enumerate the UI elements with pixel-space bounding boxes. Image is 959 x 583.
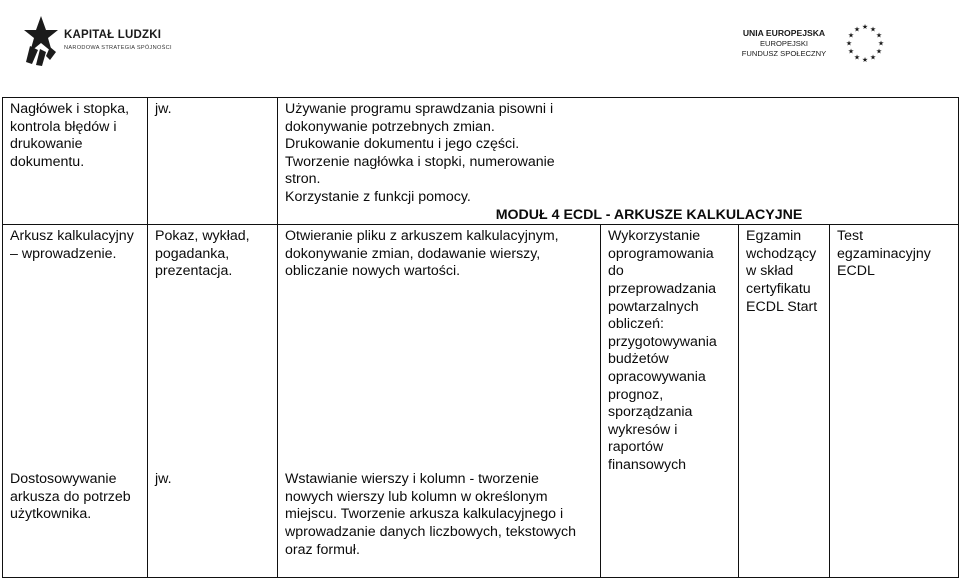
test-cell (830, 225, 959, 578)
table-row (3, 98, 959, 225)
svg-text:★: ★ (861, 23, 869, 31)
svg-text:★: ★ (845, 39, 853, 48)
svg-text:★: ★ (875, 47, 883, 56)
exam-cell (739, 225, 830, 578)
kapital-ludzki-title: KAPITAŁ LUDZKI (64, 29, 162, 41)
method-text-top: Pokaz, wykład, pogadanka, prezentacja. (155, 228, 250, 280)
skills-text: Wykorzystanie oprogramowania do przeprowadzania powtarzalnych obliczeń: przygotowywania budżetów opracowywania prognoz, sporządzania wykresów i raportów finansowych (608, 228, 717, 473)
eu-logo (738, 23, 938, 74)
topic-cell (3, 98, 148, 225)
skills-cell (601, 225, 739, 578)
eu-logo-line3: FUNDUSZ SPOŁECZNY (741, 49, 827, 58)
content-line-1: Używanie programu sprawdzania pisowni i (285, 101, 554, 117)
content-line-3: Drukowanie dokumentu i jego części. (285, 136, 520, 153)
topic-text-bottom: Dostosowywanie arkusza do potrzeb użytkownika. (10, 471, 131, 523)
topic-cell (3, 225, 148, 578)
module-header: MODUŁ 4 ECDL - ARKUSZE KALKULACYJNE (495, 206, 803, 223)
content-line-5: stron. (285, 171, 321, 188)
topic-text: Nagłówek i stopka, kontrola błędów i drukowanie dokumentu. (10, 101, 130, 170)
exam-text: Egzamin wchodzący w skład certyfikatu ECDL Start (746, 228, 818, 315)
content-line-4: Tworzenie nagłówka i stopki, numerowanie (285, 153, 555, 170)
method-cell (148, 225, 278, 578)
svg-text:★: ★ (847, 47, 855, 56)
svg-text:★: ★ (847, 31, 855, 40)
content-text-top: Otwieranie pliku z arkuszem kalkulacyjnym, dokonywanie zmian, dodawanie wierszy, obliczanie nowych wartości. (285, 228, 559, 280)
eu-logo-line1: UNIA EUROPEJSKA (742, 28, 826, 38)
svg-text:★: ★ (875, 31, 883, 40)
kapital-ludzki-emblem-icon (24, 16, 58, 66)
curriculum-table (2, 97, 959, 578)
kapital-ludzki-subtitle: NARODOWA STRATEGIA SPÓJNOŚCI (64, 45, 172, 51)
eu-stars-icon (845, 22, 885, 62)
svg-text:★: ★ (869, 25, 877, 34)
content-line-2: dokonywanie potrzebnych zmian. (285, 118, 495, 135)
svg-text:★: ★ (877, 39, 885, 48)
content-cell (278, 98, 959, 225)
test-text: Test egzaminacyjny ECDL (837, 228, 931, 280)
method-cell (148, 98, 278, 225)
svg-text:★: ★ (869, 53, 877, 62)
eu-logo-line2: EUROPEJSKI (759, 39, 809, 48)
content-cell (278, 225, 601, 578)
svg-text:★: ★ (861, 56, 869, 62)
svg-text:★: ★ (853, 25, 861, 34)
method-text-bottom: jw. (155, 471, 172, 488)
topic-text-top: Arkusz kalkulacyjny – wprowadzenie. (10, 228, 134, 262)
kapital-ludzki-logo (24, 16, 172, 72)
method-text: jw. (155, 101, 172, 117)
content-line-6: Korzystanie z funkcji pomocy. (285, 188, 471, 205)
eu-logo-text (738, 28, 830, 59)
svg-text:★: ★ (853, 53, 861, 62)
content-text-bottom: Wstawianie wierszy i kolumn - tworzenie nowych wierszy lub kolumn w określonym miejscu. Tworzenie arkusza kalkulacyjnego i wprowadzanie danych liczbowych, tekstowych oraz formuł. (285, 471, 576, 558)
table-row (3, 225, 959, 578)
